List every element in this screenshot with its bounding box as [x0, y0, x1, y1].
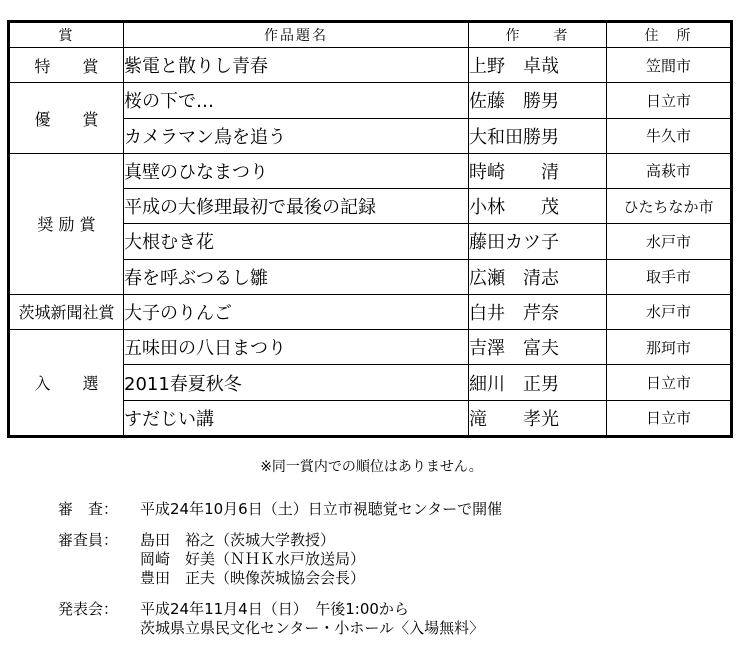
title-cell: 春を呼ぶつるし雛 [124, 259, 469, 294]
title-cell: 大子のりんご [124, 294, 469, 329]
table-row [9, 83, 732, 118]
table-row [9, 330, 732, 365]
address-cell: 日立市 [607, 83, 732, 118]
title-cell: 真壁のひなまつり [124, 153, 469, 188]
header-prize: 賞 [9, 22, 124, 48]
header-author: 作 者 [469, 22, 607, 48]
address-cell: 那珂市 [607, 330, 732, 365]
address-cell: 日立市 [607, 365, 732, 400]
title-cell: 大根むき花 [124, 224, 469, 259]
judge-line: 島田 裕之（茨城大学教授） [140, 531, 336, 549]
author-cell: 佐藤 勝男 [469, 83, 607, 118]
announcement-lines [140, 600, 484, 638]
table-row [9, 294, 732, 329]
prize-cell: 入 選 [9, 330, 124, 437]
judges-list [140, 531, 365, 588]
prize-cell: 奨 励 賞 [9, 153, 124, 294]
author-cell: 大和田勝男 [469, 118, 607, 153]
prize-cell: 優 賞 [9, 83, 124, 154]
review-text: 平成24年10月6日（土）日立市視聴覚センターで開催 [140, 500, 503, 518]
header-title: 作品題名 [124, 22, 469, 48]
address-cell: 取手市 [607, 259, 732, 294]
author-cell: 白井 芹奈 [469, 294, 607, 329]
table-row [9, 48, 732, 83]
announcement-label: 発表会： [58, 600, 119, 618]
review-block [58, 500, 738, 519]
address-cell: 笠間市 [607, 48, 732, 83]
announcement-venue: 茨城県立県民文化センター・小ホール〈入場無料〉 [140, 619, 485, 637]
address-cell: 水戸市 [607, 294, 732, 329]
author-cell: 細川 正男 [469, 365, 607, 400]
title-cell: 平成の大修理最初で最後の記録 [124, 189, 469, 224]
review-label: 審 査： [58, 500, 119, 518]
title-cell: 2011春夏秋冬 [124, 365, 469, 400]
header-address: 住 所 [607, 22, 732, 48]
table-header-row [9, 22, 732, 48]
judge-line: 岡崎 好美（ＮＨＫ水戸放送局） [140, 550, 366, 568]
address-cell: 日立市 [607, 400, 732, 436]
judge-line: 豊田 正夫（映像茨城協会会長） [140, 569, 366, 587]
awards-table [7, 20, 733, 438]
address-cell: ひたちなか市 [607, 189, 732, 224]
judges-label: 審査員： [58, 531, 119, 549]
author-cell: 滝 孝光 [469, 400, 607, 436]
awards-body [9, 48, 732, 437]
address-cell: 牛久市 [607, 118, 732, 153]
address-cell: 水戸市 [607, 224, 732, 259]
address-cell: 高萩市 [607, 153, 732, 188]
author-cell: 藤田カツ子 [469, 224, 607, 259]
author-cell: 小林 茂 [469, 189, 607, 224]
title-cell: 五味田の八日まつり [124, 330, 469, 365]
prize-cell: 茨城新聞社賞 [9, 294, 124, 329]
table-row [9, 153, 732, 188]
title-cell: すだじい講 [124, 400, 469, 436]
announcement-block [58, 600, 738, 638]
title-cell: カメラマン鳥を追う [124, 118, 469, 153]
announcement-date: 平成24年11月4日（日） 午後1:00から [140, 600, 409, 618]
ranking-note: ※同一賞内での順位はありません。 [260, 459, 483, 475]
author-cell: 広瀬 清志 [469, 259, 607, 294]
author-cell: 時崎 清 [469, 153, 607, 188]
title-cell: 紫電と散りし青春 [124, 48, 469, 83]
title-cell: 桜の下で… [124, 83, 469, 118]
judges-block [58, 531, 738, 588]
event-info [58, 500, 738, 650]
prize-cell: 特 賞 [9, 48, 124, 83]
author-cell: 吉澤 富夫 [469, 330, 607, 365]
author-cell: 上野 卓哉 [469, 48, 607, 83]
